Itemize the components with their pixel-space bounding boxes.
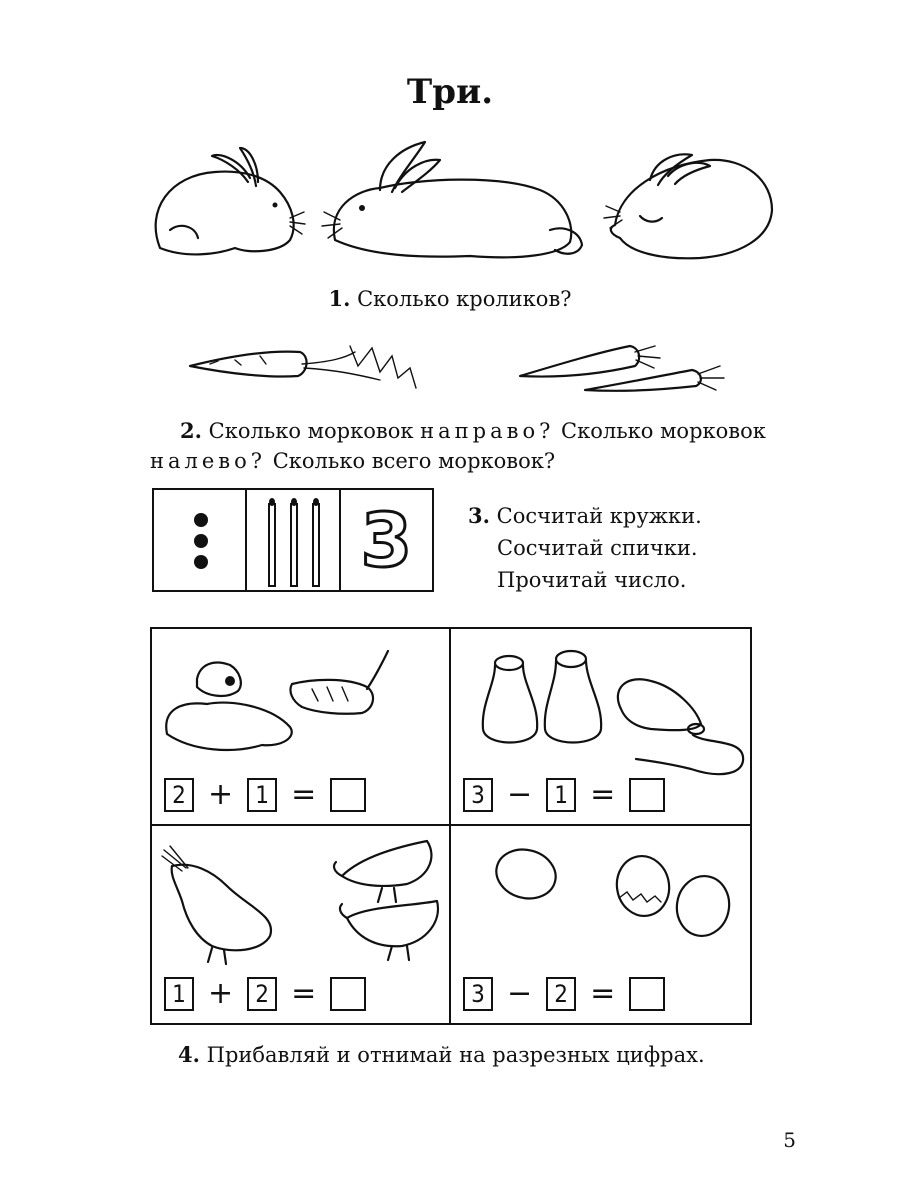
- matches-panel: [247, 490, 340, 590]
- rabbit-icon: [322, 142, 582, 257]
- question-2: [150, 416, 770, 476]
- carrot-icon: [520, 346, 660, 377]
- jug-icon: [545, 651, 601, 743]
- question-2-right-word: направо?: [420, 419, 555, 443]
- cell-eggs: [451, 826, 750, 1023]
- question-3-line-1: Сосчитай кружки.: [496, 504, 702, 528]
- equation-2: [463, 778, 665, 812]
- match-icon: [269, 498, 275, 586]
- question-3-line-2: Сосчитай спички.: [497, 536, 698, 560]
- question-4: [178, 1040, 705, 1070]
- picture-grid: [150, 627, 752, 1025]
- question-4-text: Прибавляй и отнимай на разрезных цифрах.: [206, 1043, 705, 1067]
- equation-3: [164, 977, 366, 1011]
- question-2-part1: Сколько морковок: [208, 419, 414, 443]
- carrot-icon: [190, 346, 416, 388]
- answer-box[interactable]: [629, 778, 665, 812]
- dot-icon: [194, 513, 208, 527]
- digit-card: 2: [164, 778, 194, 812]
- cat-icon: [166, 663, 292, 750]
- question-3-number: 3.: [468, 503, 490, 528]
- question-1-number: 1.: [328, 286, 351, 311]
- answer-box[interactable]: [330, 778, 366, 812]
- digit-card: 1: [247, 778, 277, 812]
- question-1: [0, 284, 900, 314]
- digit-card: 2: [247, 977, 277, 1011]
- rabbit-icon: [156, 148, 305, 254]
- match-icon: [313, 498, 319, 586]
- digit-card: 1: [546, 778, 576, 812]
- equation-1: [164, 778, 366, 812]
- numeral-three: 3: [360, 498, 413, 584]
- dots-panel: [154, 490, 247, 590]
- hen-icon: [162, 846, 271, 964]
- rabbits-illustration: [140, 130, 790, 280]
- numeral-panel: [341, 490, 432, 590]
- cat-icon: [290, 651, 388, 714]
- equals-sign: =: [291, 777, 317, 812]
- digit-card: 3: [463, 977, 493, 1011]
- egg-icon: [612, 852, 674, 920]
- question-3: [468, 500, 702, 596]
- digit-card: 2: [546, 977, 576, 1011]
- equals-sign: =: [590, 777, 616, 812]
- digit-card: 3: [463, 778, 493, 812]
- question-2-part2: Сколько морковок: [561, 419, 766, 443]
- minus-sign: −: [507, 976, 533, 1011]
- rabbit-icon: [604, 154, 772, 258]
- answer-box[interactable]: [330, 977, 366, 1011]
- answer-box[interactable]: [629, 977, 665, 1011]
- egg-icon: [491, 843, 561, 905]
- carrots-illustration: [180, 338, 740, 398]
- minus-sign: −: [507, 777, 533, 812]
- question-3-line-3: Прочитай число.: [497, 568, 687, 592]
- question-2-part3: Сколько всего морковок?: [272, 449, 556, 473]
- jug-icon: [483, 656, 537, 743]
- cell-jugs: [451, 629, 750, 826]
- counting-box: [152, 488, 434, 592]
- question-4-number: 4.: [178, 1042, 200, 1067]
- cell-hens: [152, 826, 451, 1023]
- match-icon: [291, 498, 297, 586]
- page-title: Три.: [406, 72, 494, 112]
- equation-4: [463, 977, 665, 1011]
- plus-sign: +: [208, 976, 234, 1011]
- carrot-icon: [585, 366, 724, 391]
- question-2-left-word: налево?: [150, 449, 267, 473]
- dot-icon: [194, 555, 208, 569]
- page-number: 5: [783, 1128, 796, 1152]
- dot-icon: [194, 534, 208, 548]
- cell-pets: [152, 629, 451, 826]
- digit-card: 1: [164, 977, 194, 1011]
- equals-sign: =: [291, 976, 317, 1011]
- question-2-number: 2.: [180, 418, 202, 443]
- hen-icon: [334, 841, 431, 902]
- hen-icon: [340, 901, 438, 960]
- egg-icon: [672, 872, 734, 940]
- question-1-text: Сколько кроликов?: [357, 287, 572, 311]
- equals-sign: =: [590, 976, 616, 1011]
- plus-sign: +: [208, 777, 234, 812]
- jug-icon: [618, 679, 743, 774]
